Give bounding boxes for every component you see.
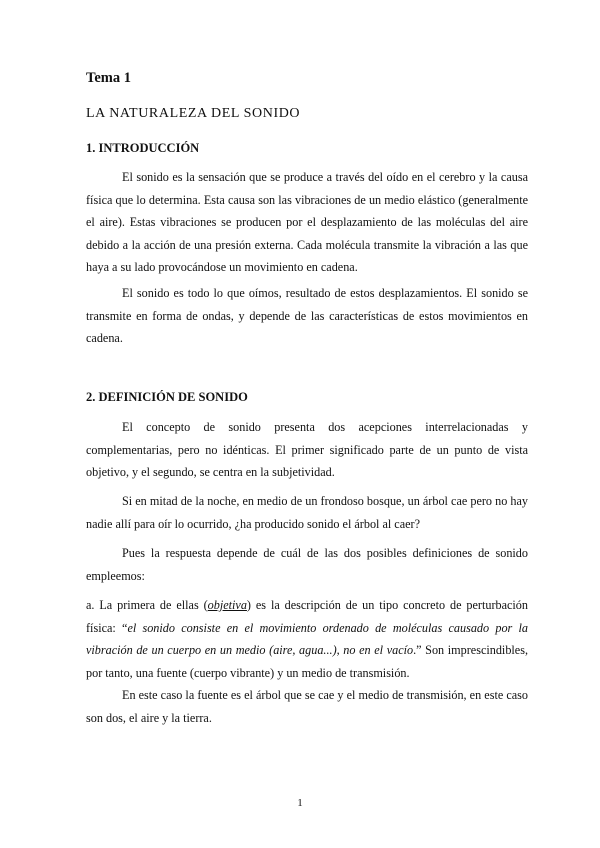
section-1-heading: 1. INTRODUCCIÓN xyxy=(86,141,200,155)
section-2-paragraph-2: Si en mitad de la noche, en medio de un frondoso bosque, un árbol cae pero no hay nadie allí para oír lo ocurrido, ¿ha producido sonido el árbol al caer? xyxy=(86,494,528,531)
sound-definition-quote: el sonido consiste en el movimiento ordenado de moléculas causado por la vibración de un cuerpo en un medio (aire, agua...), no en el vacío xyxy=(86,620,528,657)
section-2-heading: 2. DEFINICIÓN DE SONIDO xyxy=(86,390,248,404)
section-2-paragraph-5: En este caso la fuente es el árbol que se cae y el medio de transmisión, en este caso son dos, el aire y la tierra. xyxy=(86,688,528,725)
document-title: LA NATURALEZA DEL SONIDO xyxy=(86,106,301,121)
section-1-paragraph-1: El sonido es la sensación que se produce a través del oído en el cerebro y la causa física que lo determina. Esta causa son las vibraciones de un medio elástico (generalmente el aire). Estas vibraciones se producen por el desplazamiento de las moléculas del aire debido a la acción de una presión externa. Cada molécula transmite la vibración a las que haya a su lado provocándose un movimiento en cadena. xyxy=(86,170,528,274)
section-1-paragraph-2: El sonido es todo lo que oímos, resultado de estos desplazamientos. El sonido se transmite en forma de ondas, y depende de las características de estos movimientos en cadena. xyxy=(86,286,528,345)
objetiva-term: objetiva xyxy=(207,598,247,612)
p4-text-1: a. La primera de ellas ( xyxy=(86,598,208,612)
section-2-paragraph-1: El concepto de sonido presenta dos acepciones interrelacionadas y complementarias, pero no idénticas. El primer significado parte de un punto de vista objetivo, y el segundo, se centra en la subjetividad. xyxy=(86,420,528,479)
page-number: 1 xyxy=(297,797,303,809)
section-2-paragraph-4 xyxy=(86,594,528,684)
p4-text-3: .” Son imprescindibles, por tanto, una fuente (cuerpo vibrante) y un medio de transmisión. xyxy=(86,643,528,680)
tema-label: Tema 1 xyxy=(86,70,131,86)
p4-text-2: ) es la descripción de un tipo concreto de perturbación física: “ xyxy=(86,598,528,635)
section-2-paragraph-3: Pues la respuesta depende de cuál de las dos posibles definiciones de sonido empleemos: xyxy=(86,546,528,583)
